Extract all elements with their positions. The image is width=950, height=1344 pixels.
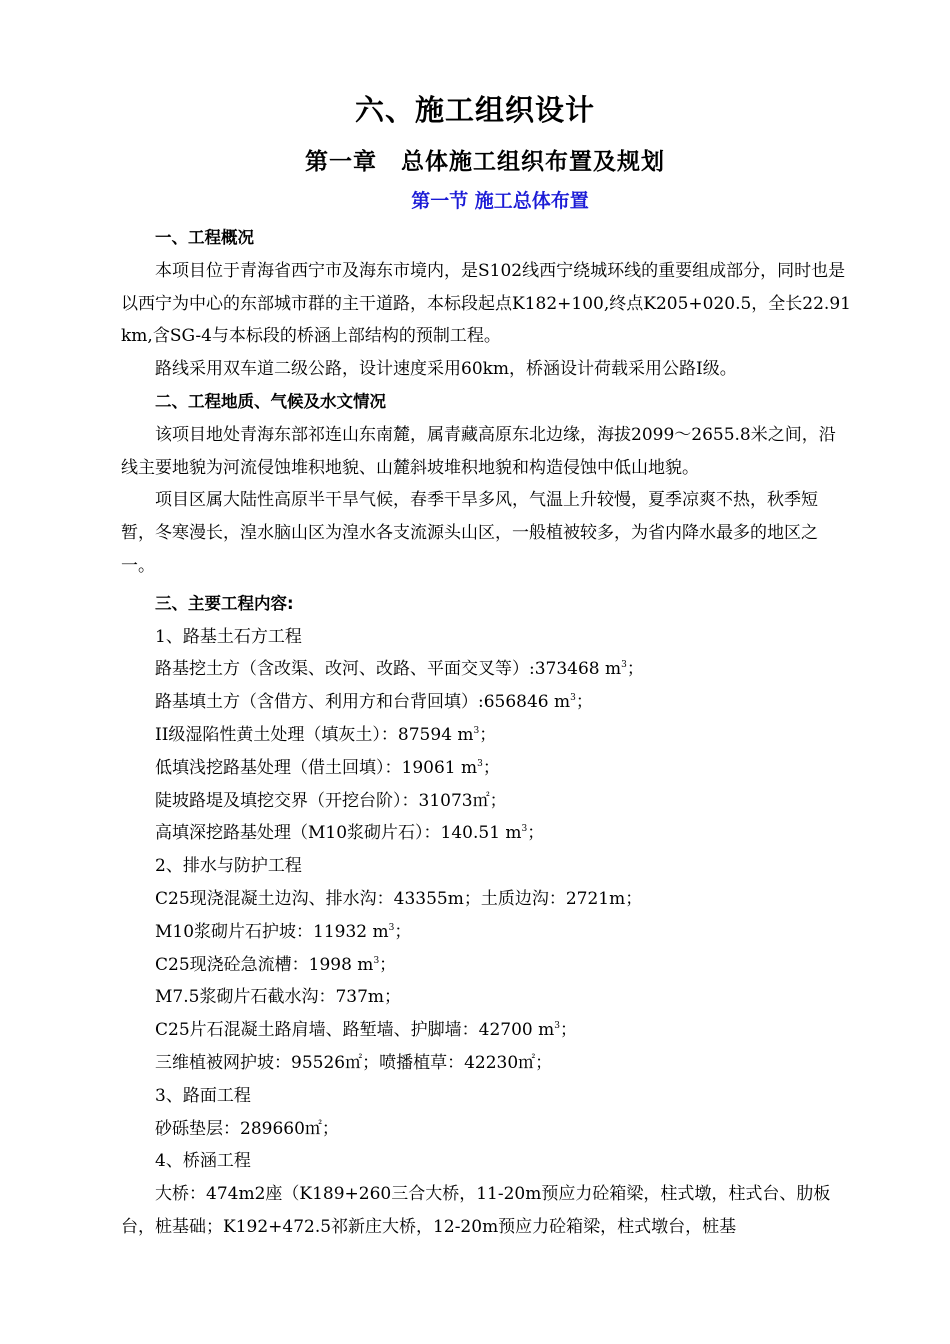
subheading-bridges: 4、桥涵工程 [155, 1151, 251, 1172]
list-item: 高填深挖路基处理（M10浆砌片石）：140.51 $m^3$； [155, 823, 545, 844]
list-item: II级湿陷性黄土处理（填灰土）：87594 $m^3$； [155, 724, 497, 745]
paragraph-geology: 该项目地处青海东部祁连山东南麓，属青藏高原东北边缘，海拔2099～2655.8米之间，沿线主要地貌为河流侵蚀堆积地貌、山麓斜坡堆积地貌和构造侵蚀中低山地貌。 [121, 424, 836, 478]
list-item: C25现浇砼急流槽：1998 $m^3$； [155, 954, 397, 975]
subheading-earthworks: 1、路基土石方工程 [155, 626, 302, 647]
list-item: C25现浇混凝土边沟、排水沟：43355m；土质边沟：2721m； [155, 888, 643, 909]
list-item: 路基填土方（含借方、利用方和台背回填）:656846 $m^3$； [155, 692, 593, 713]
section-title: 第一节 施工总体布置 [411, 190, 589, 212]
list-item: 三维植被网护坡：95526㎡；喷播植草：42230㎡； [155, 1052, 553, 1073]
list-item: 陡坡路堤及填挖交界（开挖台阶）：31073㎡； [155, 790, 507, 811]
document-title: 六、施工组织设计 [354, 93, 595, 127]
list-item: C25片石混凝土路肩墙、路堑墙、护脚墙：42700 $m^3$； [155, 1020, 577, 1041]
paragraph-climate: 项目区属大陆性高原半干旱气候，春季干旱多风，气温上升较慢，夏季凉爽不热，秋季短暂，冬寒漫长，湟水脑山区为湟水各支流源头山区，一般植被较多，为省内降水最多的地区之一。 [121, 490, 818, 576]
list-item: 低填浅挖路基处理（借土回填）：19061 $m^3$； [155, 757, 500, 778]
chapter-title: 第一章 总体施工组织布置及规划 [305, 149, 665, 175]
heading-project-overview: 一、工程概况 [155, 228, 254, 247]
paragraph-road-standard: 路线采用双车道二级公路，设计速度采用60km，桥涵设计荷载采用公路Ⅰ级。 [155, 359, 737, 380]
subheading-pavement: 3、路面工程 [155, 1085, 251, 1106]
list-item: M10浆砌片石护坡：11932 $m^3$； [155, 921, 412, 942]
list-item: M7.5浆砌片石截水沟：737m； [155, 987, 402, 1008]
document-body [121, 222, 851, 1244]
paragraph-bridges: 大桥：474m2座（K189+260三合大桥，11-20m预应力砼箱梁，柱式墩，柱式台、肋板台，桩基础；K192+472.5祁新庄大桥，12-20m预应力砼箱梁，柱式墩台，桩基 [121, 1184, 831, 1237]
paragraph-project-location: 本项目位于青海省西宁市及海东市境内，是S102线西宁绕城环线的重要组成部分，同时也是以西宁为中心的东部城市群的主干道路，本标段起点K182+100,终点K205+020.5，全长22.91km,含SG-4与本标段的桥涵上部结构的预制工程。 [121, 260, 851, 347]
subheading-drainage: 2、排水与防护工程 [155, 856, 302, 877]
list-item: 路基挖土方（含改渠、改河、改路、平面交叉等）:373468 $m^3$； [155, 659, 644, 680]
list-item: 砂砾垫层：289660㎡； [155, 1118, 339, 1139]
heading-geology-climate: 二、工程地质、气候及水文情况 [155, 391, 386, 411]
heading-main-works: 三、主要工程内容: [155, 593, 294, 613]
